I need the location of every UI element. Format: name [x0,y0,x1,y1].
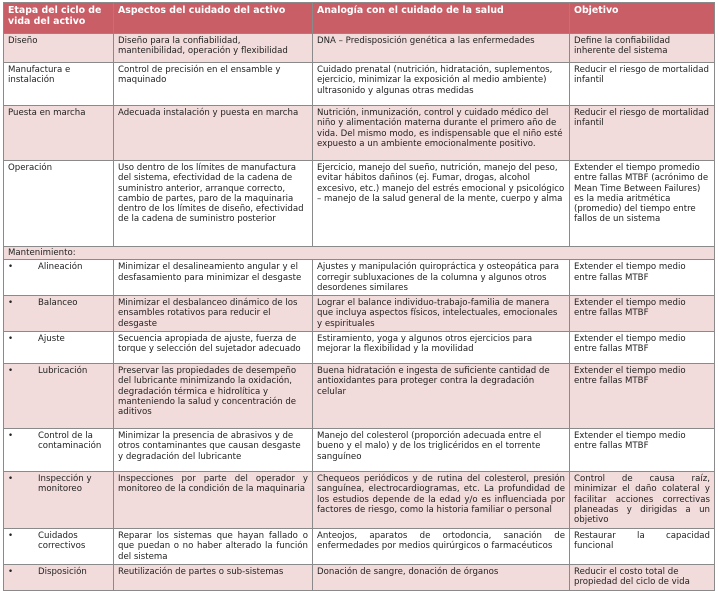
objective-cell: Control de causa raíz, minimizar el daño colateral y facilitar acciones correctivas planeadas y dirigidas a un objetivo [570,472,715,529]
aspect-cell: Uso dentro de los límites de manufactura del sistema, efectividad de la cadena de suministro anterior, arranque correcto, cambio de partes, paro de la maquinaria dentro de los límites de diseño, efectividad de la cadena de suministro posterior [114,161,313,247]
stage-cell [4,429,114,472]
aspect-cell: Minimizar el desbalanceo dinámico de los ensambles rotativos para reducir el desgaste [114,296,313,332]
bullet-icon: • [8,431,14,442]
analogy-cell: Anteojos, aparatos de ortodoncia, sanación de enfermedades por medios quirúrgicos o farmacéuticos [313,529,570,565]
analogy-cell: Estiramiento, yoga y algunos otros ejercicios para mejorar la flexibilidad y la movilidad [313,332,570,364]
bullet-icon: • [8,474,14,485]
aspect-cell: Control de precisión en el ensamble y maquinado [114,63,313,106]
header-stage: Etapa del ciclo de vida del activo [4,3,114,34]
bullet-icon: • [8,567,14,578]
table-row [4,364,715,429]
objective-cell: Restaurar la capacidad funcional [570,529,715,565]
maintenance-row [4,247,715,260]
objective-cell: Extender el tiempo medio entre fallas MTBF [570,296,715,332]
aspect-cell: Diseño para la confiabilidad, mantenibilidad, operación y flexibilidad [114,34,313,63]
analogy-cell: Chequeos periódicos y de rutina del colesterol, presión sanguínea, electrocardiogramas, etc. La profundidad de los estudios depende de la edad y/o es influenciada por factores de riesgo, como la historia familiar o personal [313,472,570,529]
stage-label: Control de la contaminación [38,431,102,452]
table-row [4,260,715,296]
stage-label: Ajuste [38,334,65,345]
stage-cell [4,332,114,364]
analogy-cell: Ajustes y manipulación quiropráctica y osteopática para corregir subluxaciones de la columna y algunos otros desordenes similares [313,260,570,296]
objective-cell: Reducir el costo total de propiedad del ciclo de vida [570,565,715,591]
objective-cell: Extender el tiempo medio entre fallas MTBF [570,364,715,429]
objective-cell: Reducir el riesgo de mortalidad infantil [570,106,715,161]
stage-cell [4,472,114,529]
analogy-cell: Nutrición, inmunización, control y cuidado médico del niño y alimentación materna durante el primero año de vida. Del mismo modo, es indispensable que el niño esté expuesto a un ambiente emocionalmente positivo. [313,106,570,161]
bullet-icon: • [8,334,14,345]
table-row [4,565,715,591]
stage-cell [4,260,114,296]
stage-label: Inspección y monitoreo [38,474,92,495]
table-row [4,63,715,106]
objective-cell: Extender el tiempo medio entre fallas MTBF [570,429,715,472]
stage-label: Lubricación [38,366,88,377]
objective-cell: Extender el tiempo medio entre fallas MTBF [570,260,715,296]
table-row [4,296,715,332]
table-row [4,332,715,364]
table-row [4,161,715,247]
aspect-cell: Adecuada instalación y puesta en marcha [114,106,313,161]
stage-cell [4,529,114,565]
aspect-cell: Inspecciones por parte del operador y monitoreo de la condición de la maquinaria [114,472,313,529]
stage-label: Alineación [38,262,83,273]
stage-cell: Manufactura e instalación [4,63,114,106]
aspect-cell: Minimizar la presencia de abrasivos y de otros contaminantes que causan desgaste y degradación del lubricante [114,429,313,472]
maintenance-label: Mantenimiento: [4,247,715,260]
header-objective: Objetivo [570,3,715,34]
stage-cell: Diseño [4,34,114,63]
stage-label: Disposición [38,567,87,578]
table-row [4,106,715,161]
bullet-icon: • [8,298,14,309]
stage-cell [4,296,114,332]
analogy-cell: Cuidado prenatal (nutrición, hidratación, suplementos, ejercicio, minimizar la exposición al medio ambiente) ultrasonido y algunas otras medidas [313,63,570,106]
aspect-cell: Secuencia apropiada de ajuste, fuerza de torque y selección del sujetador adecuado [114,332,313,364]
table-row [4,472,715,529]
analogy-cell: Lograr el balance individuo-trabajo-familia de manera que incluya aspectos físicos, intelectuales, emocionales y espirituales [313,296,570,332]
aspect-cell: Minimizar el desalineamiento angular y el desfasamiento para minimizar el desgaste [114,260,313,296]
stage-cell [4,364,114,429]
aspect-cell: Reutilización de partes o sub-sistemas [114,565,313,591]
objective-cell: Extender el tiempo promedio entre fallas MTBF (acrónimo de Mean Time Between Failures) es la media aritmética (promedio) del tiempo entre fallos de un sistema [570,161,715,247]
objective-cell: Define la confiabilidad inherente del sistema [570,34,715,63]
bullet-icon: • [8,366,14,377]
analogy-cell: DNA – Predisposición genética a las enfermedades [313,34,570,63]
objective-cell: Reducir el riesgo de mortalidad infantil [570,63,715,106]
stage-cell: Puesta en marcha [4,106,114,161]
table-row [4,34,715,63]
stage-label: Cuidados correctivos [38,531,86,552]
bullet-icon: • [8,531,14,542]
analogy-cell: Donación de sangre, donación de órganos [313,565,570,591]
lifecycle-table [3,2,715,591]
analogy-cell: Buena hidratación e ingesta de suficiente cantidad de antioxidantes para proteger contra la degradación celular [313,364,570,429]
analogy-cell: Manejo del colesterol (proporción adecuada entre el bueno y el malo) y de los triglicéridos en el torrente sanguíneo [313,429,570,472]
table-row [4,529,715,565]
header-aspect: Aspectos del cuidado del activo [114,3,313,34]
objective-cell: Extender el tiempo medio entre fallas MTBF [570,332,715,364]
stage-label: Balanceo [38,298,78,309]
stage-cell: Operación [4,161,114,247]
aspect-cell: Preservar las propiedades de desempeño del lubricante minimizando la oxidación, degradación térmica e hidrolítica y manteniendo la salud y concentración de aditivos [114,364,313,429]
bullet-icon: • [8,262,14,273]
analogy-cell: Ejercicio, manejo del sueño, nutrición, manejo del peso, evitar hábitos dañinos (ej. Fumar, drogas, alcohol excesivo, etc.) manejo del estrés emocional y psicológico – manejo de la salud general de la mente, cuerpo y alma [313,161,570,247]
aspect-cell: Reparar los sistemas que hayan fallado o que puedan o no haber alterado la función del sistema [114,529,313,565]
stage-cell [4,565,114,591]
header-analogy: Analogía con el cuidado de la salud [313,3,570,34]
table-row [4,429,715,472]
